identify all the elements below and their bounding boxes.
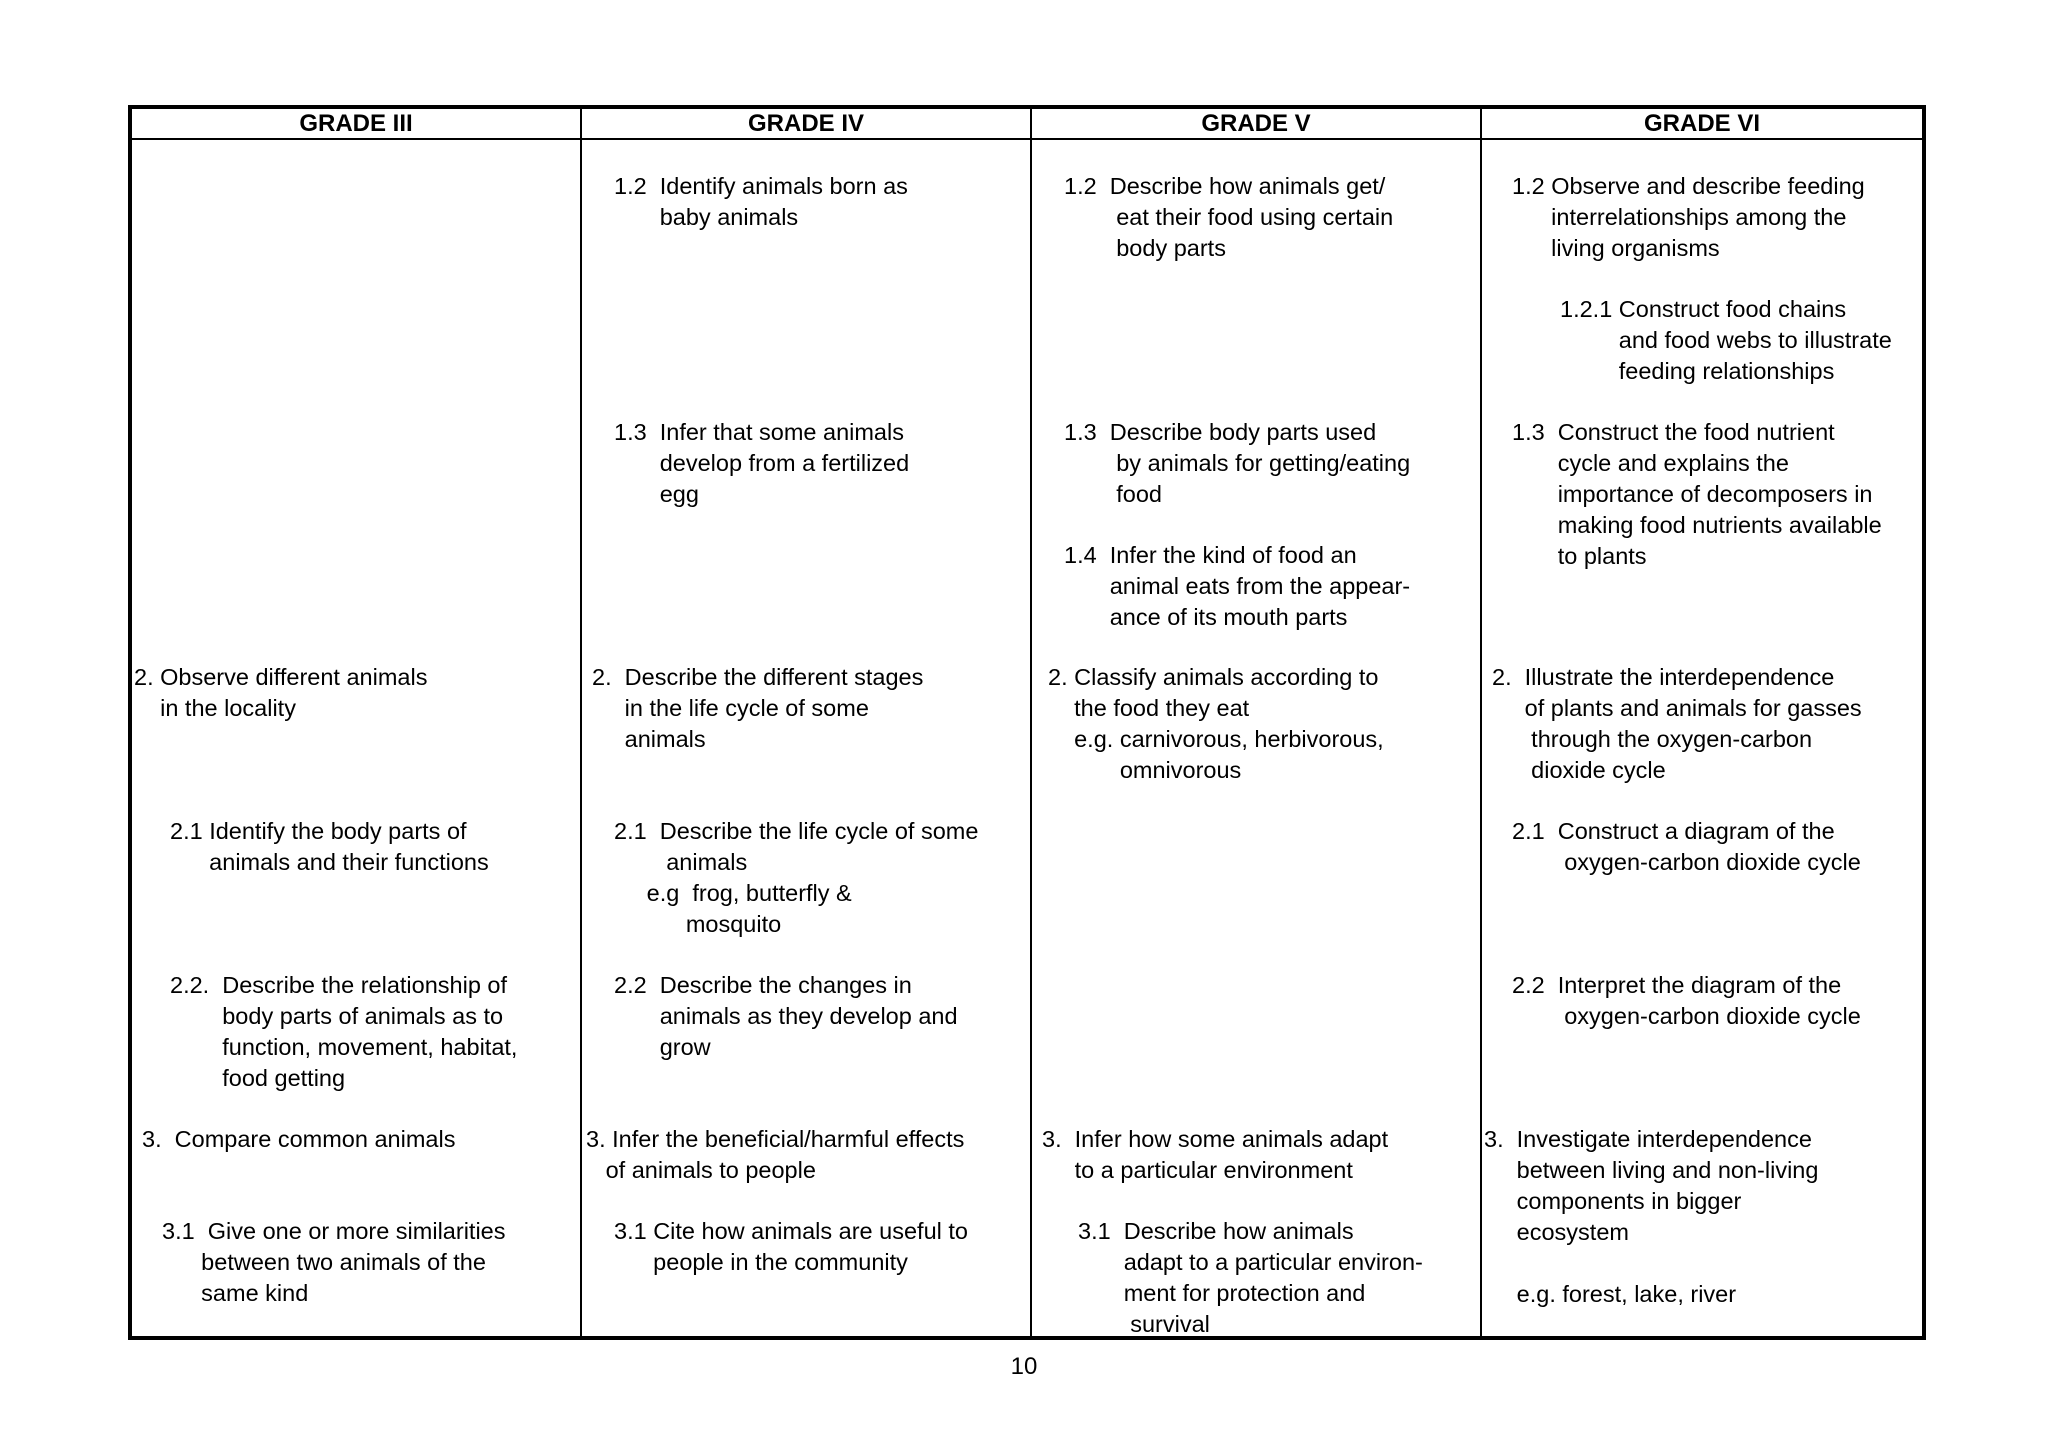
page-number: 10: [1010, 1353, 1038, 1380]
grade4-objective-1-2: 1.2 Identify animals born as baby animals: [614, 173, 908, 230]
grade6-objective-2-1: 2.1 Construct a diagram of the oxygen-carbon dioxide cycle: [1512, 818, 1861, 875]
grade4-objective-2: 2. Describe the different stages in the life cycle of some animals: [592, 664, 924, 752]
grade3-objective-2: 2. Observe different animals in the locality: [134, 664, 428, 721]
grade6-objective-2: 2. Illustrate the interdependence of plants and animals for gasses through the oxygen-carbon dioxide cycle: [1492, 664, 1862, 783]
grade5-objective-1-2: 1.2 Describe how animals get/ eat their food using certain body parts: [1064, 173, 1394, 261]
grade6-objective-1-2: 1.2 Observe and describe feeding interrelationships among the living organisms: [1512, 173, 1865, 261]
grade5-objective-1-3: 1.3 Describe body parts used by animals for getting/eating food: [1064, 419, 1411, 507]
grade6-objective-1-2-1: 1.2.1 Construct food chains and food webs to illustrate feeding relationships: [1560, 296, 1892, 384]
grade5-objective-2: 2. Classify animals according to the food they eat e.g. carnivorous, herbivorous, omnivorous: [1048, 664, 1384, 783]
column-divider: [1480, 109, 1482, 1336]
header-grade-iv: GRADE IV: [747, 110, 864, 137]
grade3-objective-3: 3. Compare common animals: [142, 1126, 456, 1152]
column-divider: [1030, 109, 1032, 1336]
header-row: [132, 109, 1922, 140]
header-grade-iii: GRADE III: [299, 110, 413, 137]
grade6-objective-2-2: 2.2 Interpret the diagram of the oxygen-carbon dioxide cycle: [1512, 972, 1861, 1029]
grade6-objective-3: 3. Investigate interdependence between living and non-living components in bigger ecosystem e.g. forest, lake, river: [1484, 1126, 1819, 1307]
grade4-objective-2-1: 2.1 Describe the life cycle of some animals e.g frog, butterfly & mosquito: [614, 818, 979, 937]
grade4-objective-3: 3. Infer the beneficial/harmful effects of animals to people: [586, 1126, 965, 1183]
grade3-objective-2-1: 2.1 Identify the body parts of animals and their functions: [170, 818, 489, 875]
header-grade-vi: GRADE VI: [1643, 110, 1760, 137]
curriculum-table: [128, 105, 1926, 1340]
grade3-objective-3-1: 3.1 Give one or more similarities between two animals of the same kind: [162, 1218, 506, 1306]
column-divider: [580, 109, 582, 1336]
grade5-objective-1-4: 1.4 Infer the kind of food an animal eats from the appear- ance of its mouth parts: [1064, 542, 1411, 630]
header-grade-v: GRADE V: [1201, 110, 1311, 137]
grade5-objective-3: 3. Infer how some animals adapt to a particular environment: [1042, 1126, 1389, 1183]
grade3-objective-2-2: 2.2. Describe the relationship of body parts of animals as to function, movement, habitat, food getting: [170, 972, 518, 1091]
grade5-objective-3-1: 3.1 Describe how animals adapt to a particular environ- ment for protection and survival: [1078, 1218, 1423, 1337]
grade4-objective-1-3: 1.3 Infer that some animals develop from a fertilized egg: [614, 419, 910, 507]
grade4-objective-3-1: 3.1 Cite how animals are useful to people in the community: [614, 1218, 968, 1275]
grade4-objective-2-2: 2.2 Describe the changes in animals as they develop and grow: [614, 972, 958, 1060]
grade6-objective-1-3: 1.3 Construct the food nutrient cycle and explains the importance of decomposers in making food nutrients available to plants: [1512, 419, 1882, 569]
